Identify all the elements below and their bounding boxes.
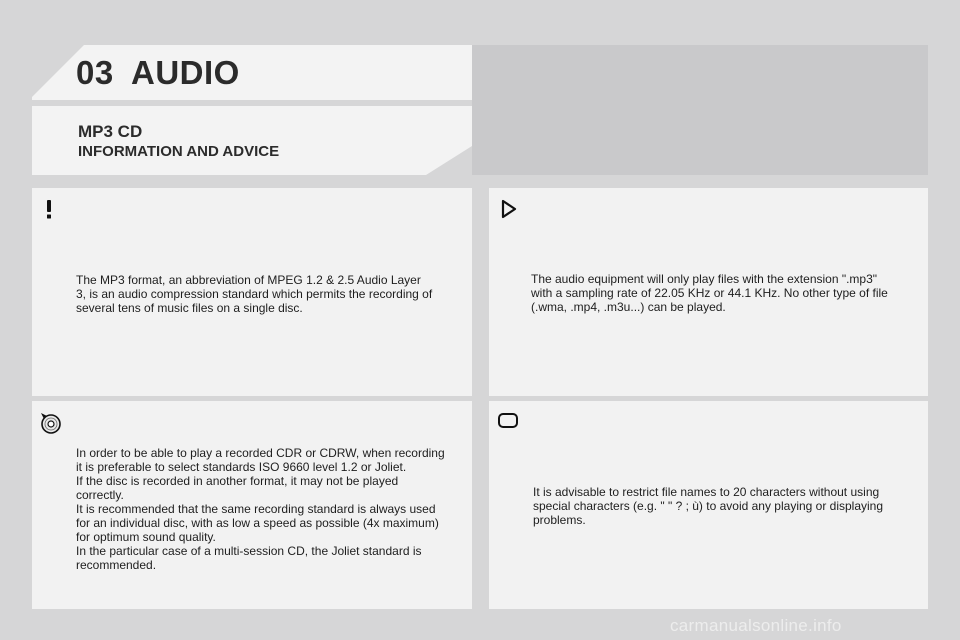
panel-text: It is advisable to restrict file names to 20 characters without using special characters (e.g. " " ? ; ù) to avoid any playing or displaying problems. bbox=[533, 485, 884, 527]
info-panel-file-names bbox=[489, 401, 928, 609]
panel-text: The audio equipment will only play files with the extension ".mp3" with a sampling rate of 22.05 KHz or 44.1 KHz. No other type of file (.wma, .mp4, .m3u...) can be played. bbox=[531, 272, 888, 314]
info-panel-file-extension bbox=[489, 188, 928, 396]
panel-text: The MP3 format, an abbreviation of MPEG 1.2 & 2.5 Audio Layer 3, is an audio compression standard which permits the recording of several tens of music files on a single disc. bbox=[76, 273, 433, 315]
exclamation-icon bbox=[36, 196, 62, 222]
section-subtitle: INFORMATION AND ADVICE bbox=[78, 143, 280, 160]
chapter-title: AUDIO bbox=[131, 54, 240, 91]
section-title: MP3 CD bbox=[78, 122, 143, 141]
info-panel-mp3-format bbox=[32, 188, 472, 396]
watermark: carmanualsonline.info bbox=[670, 616, 842, 635]
header-banner bbox=[472, 45, 928, 175]
panel-text: In order to be able to play a recorded CDR or CDRW, when recording it is preferable to select standards ISO 9660 level 1.2 or Joliet. If the disc is recorded in another format, it may not be played correctly. It is recommended that the same recording standard is always used for an individual disc, with as low a speed as possible (4x maximum) for optimum sound quality. In the particular case of a multi-session CD, the Joliet standard is recommended. bbox=[76, 446, 445, 572]
info-panel-recording-standard bbox=[32, 401, 472, 609]
play-triangle-icon bbox=[495, 196, 521, 222]
disc-icon bbox=[38, 409, 64, 435]
rounded-rectangle-icon bbox=[495, 408, 521, 434]
chapter-number: 03 bbox=[76, 54, 114, 91]
